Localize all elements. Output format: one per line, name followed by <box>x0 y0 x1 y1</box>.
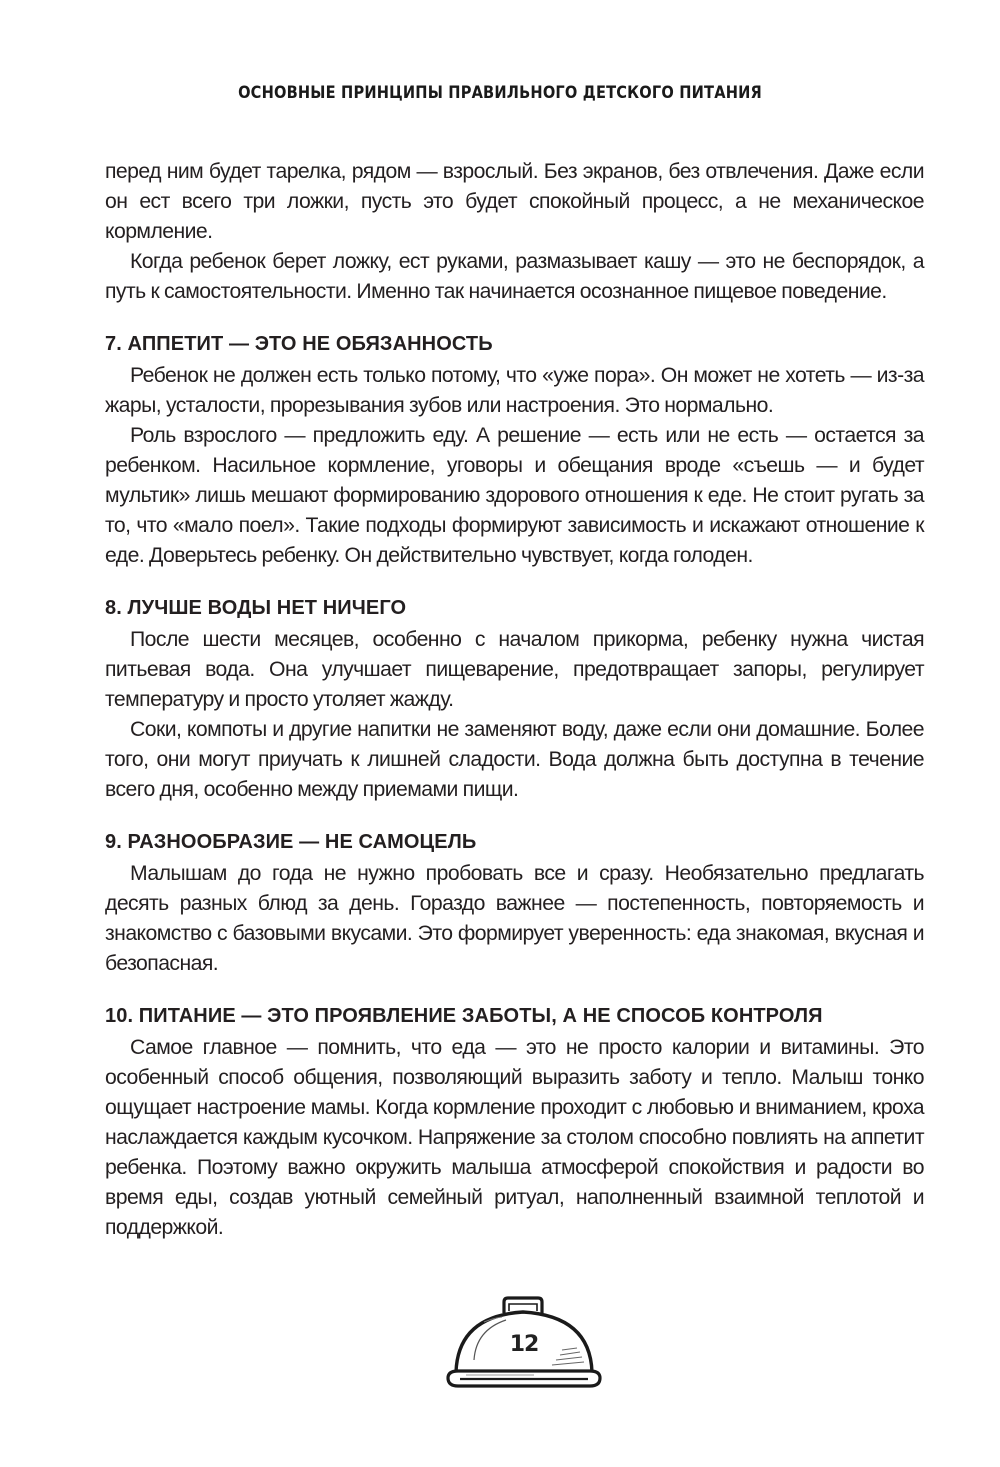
section-care <box>105 1001 924 1243</box>
section-paragraph: Самое главное — помнить, что еда — это не просто калории и витамины. Это особенный способ общения, позволяющий выразить заботу и тепло. Малыш тонко ощущает настроение мамы. Когда кормление проходит с любовью и вниманием, кроха наслаждается каждым кусочком. Напряжение за столом способно повлиять на аппетит ребенка. Поэтому важно окружить малыша атмосферой спокойствия и радости во время еды, создав уютный семейный ритуал, наполненный взаимной теплотой и поддержкой. <box>105 1036 924 1239</box>
section-water <box>105 593 924 805</box>
section-heading: 8. ЛУЧШЕ ВОДЫ НЕТ НИЧЕГО <box>105 597 407 619</box>
section-appetite <box>105 329 924 571</box>
page-number-badge <box>444 1294 604 1392</box>
section-paragraph: После шести месяцев, особенно с началом прикорма, ребенку нужна чистая питьевая вода. Она улучшает пищеварение, предотвращает запоры, регулирует температуру и просто утоляет жажду. <box>105 628 924 711</box>
section-paragraph: Соки, компоты и другие напитки не заменяют воду, даже если они домашние. Более того, они могут приучать к лишней сладости. Вода должна быть доступна в течение всего дня, особенно между приемами пищи. <box>105 718 924 801</box>
section-heading: 7. АППЕТИТ — ЭТО НЕ ОБЯЗАННОСТЬ <box>105 333 493 355</box>
running-head: ОСНОВНЫЕ ПРИНЦИПЫ ПРАВИЛЬНОГО ДЕТСКОГО ПИТАНИЯ <box>238 83 762 103</box>
section-paragraph: Ребенок не должен есть только потому, что «уже пора». Он может не хотеть — из-за жары, усталости, прорезывания зубов или настроения. Это нормально. <box>105 364 924 417</box>
section-paragraph: Роль взрослого — предложить еду. А решение — есть или не есть — остается за ребенком. Насильное кормление, уговоры и обещания вроде «съешь — и будет мультик» лишь мешают формированию здорового отношения к еде. Не стоит ругать за то, что «мало поел». Такие подходы формируют зависимость и искажают отношение к еде. Доверьтесь ребенку. Он действительно чувствует, когда голоден. <box>105 424 924 567</box>
section-paragraph: Малышам до года не нужно пробовать все и сразу. Необязательно предлагать десять разных блюд за день. Гораздо важнее — постепенность, повторяемость и знакомство с базовыми вкусами. Это формирует уверенность: еда знакомая, вкусная и безопасная. <box>105 862 924 975</box>
intro-paragraph-2: Когда ребенок берет ложку, ест руками, размазывает кашу — это не беспорядок, а путь к самостоятельности. Именно так начинается осознанное пищевое поведение. <box>105 250 924 303</box>
section-heading: 10. ПИТАНИЕ — ЭТО ПРОЯВЛЕНИЕ ЗАБОТЫ, А НЕ СПОСОБ КОНТРОЛЯ <box>105 1005 823 1027</box>
section-variety <box>105 827 924 979</box>
intro-paragraph-1: перед ним будет тарелка, рядом — взрослый. Без экранов, без отвлечения. Даже если он ест всего три ложки, пусть это будет спокойный процесс, а не механическое кормление. <box>105 160 924 243</box>
page-body <box>105 157 924 1243</box>
section-heading: 9. РАЗНООБРАЗИЕ — НЕ САМОЦЕЛЬ <box>105 831 477 853</box>
page-number: 12 <box>509 1332 539 1357</box>
